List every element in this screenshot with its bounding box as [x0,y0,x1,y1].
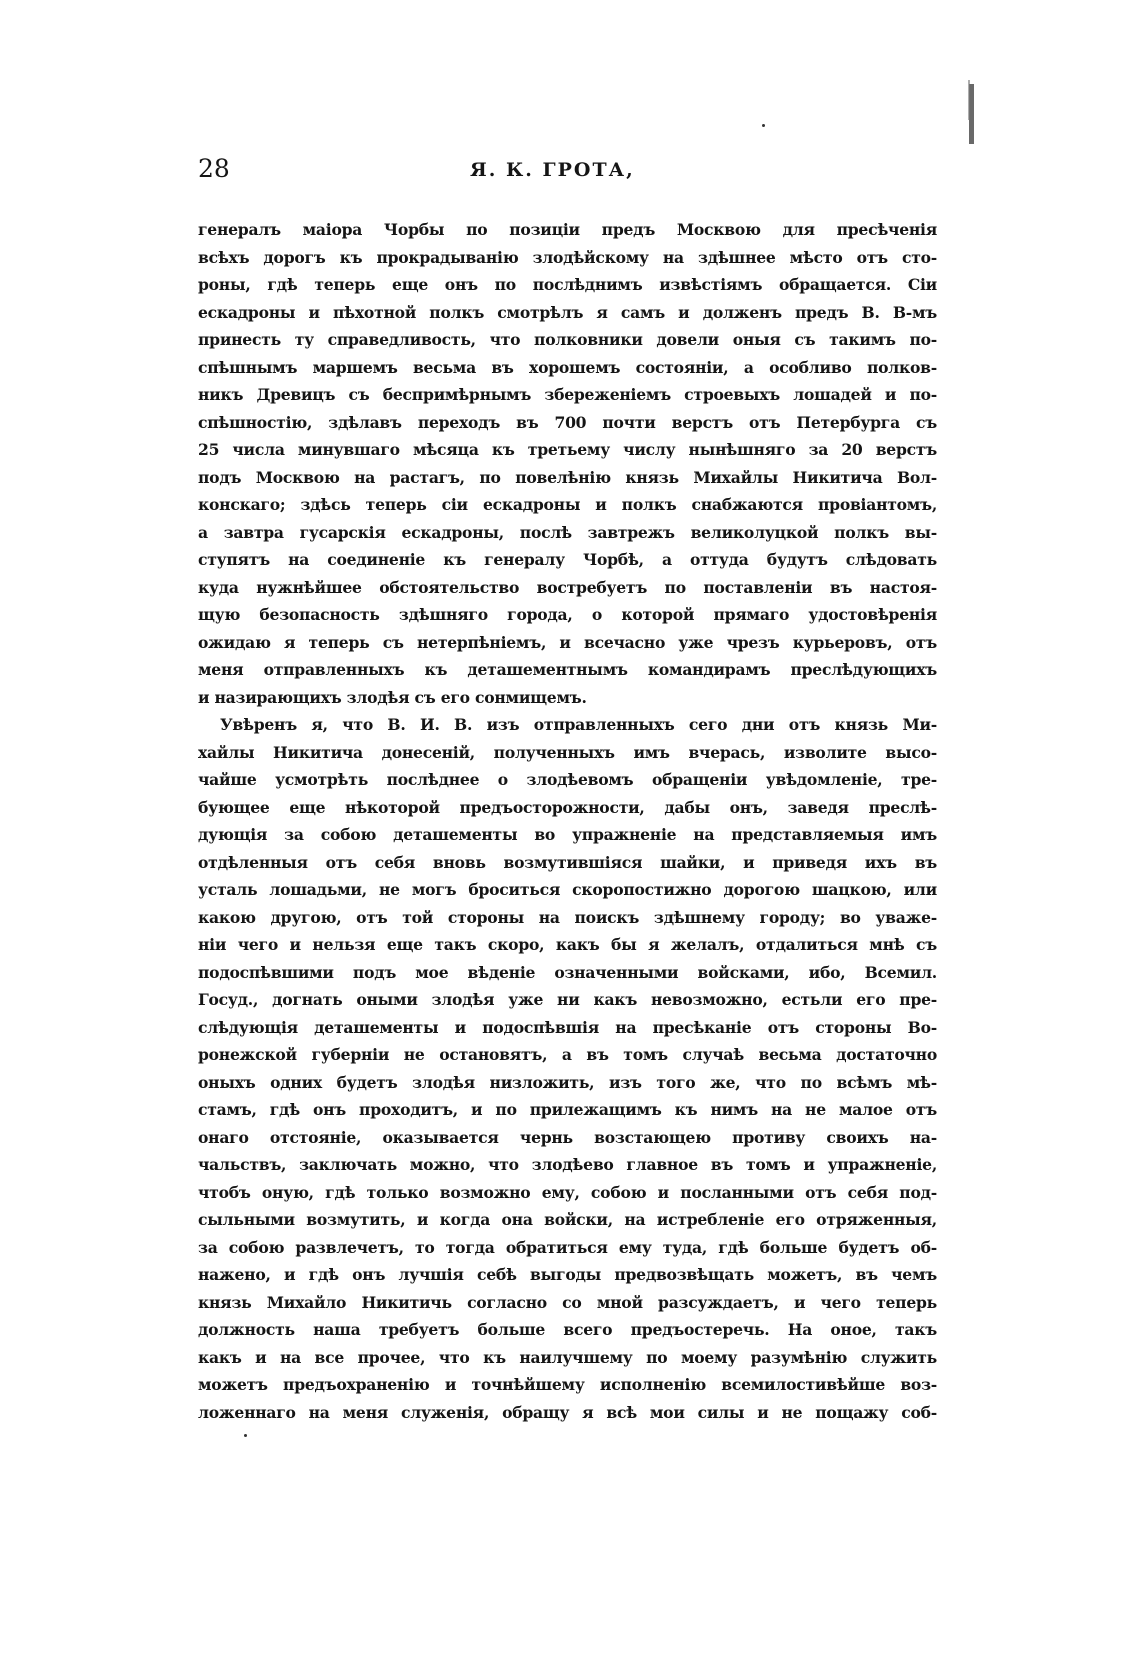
text-line: меня отправленныхъ къ деташементнымъ командирамъ преслѣдующихъ [198,660,937,679]
text-line: ніи чего и нельзя еще такъ скоро, какъ бы я желалъ, отдалиться мнѣ съ [198,935,937,954]
text-line: стамъ, гдѣ онъ проходитъ, и по прилежащимъ къ нимъ на не малое отъ [198,1100,937,1119]
page-edge-mark [968,80,970,120]
text-line: конскаго; здѣсь теперь сіи ескадроны и полкъ снабжаются провіантомъ, [198,495,937,514]
text-line: какою другою, отъ той стороны на поискъ здѣшнему городу; во уваже- [198,907,937,927]
text-line: спѣшностію, здѣлавъ переходъ въ 700 почти верстъ отъ Петербурга съ [198,412,937,432]
page-header [198,152,948,192]
text-line: нажено, и гдѣ онъ лучшія себѣ выгоды предвозвѣщать можетъ, въ чемъ [198,1265,937,1284]
text-line: бующее еще нѣкоторой предъосторожности, дабы онъ, заведя преслѣ- [198,797,937,817]
text-line: князь Михайло Никитичь согласно со мной разсуждаетъ, и чего теперь [198,1292,937,1312]
ink-speck [762,124,765,127]
text-line: можетъ предъохраненію и точнѣйшему исполненію всемилостивѣйше воз- [198,1375,937,1394]
text-line: всѣхъ дорогъ къ прокрадыванію злодѣйскому на здѣшнее мѣсто отъ сто- [198,247,937,267]
paragraph [198,216,937,711]
text-line: подоспѣвшими подъ мое вѣденіе означенными войсками, ибо, Всемил. [198,962,937,982]
text-line: Госуд., догнать оными злодѣя уже ни какъ невозможно, естьли его пре- [198,990,937,1009]
text-line: спѣшнымъ маршемъ весьма въ хорошемъ состояніи, а особливо полков- [198,357,937,377]
text-line: подъ Москвою на растагъ, по повелѣнію князь Михайлы Никитича Вол- [198,467,937,487]
text-line: сыльными возмутить, и когда она войски, на истребленіе его отряженныя, [198,1210,937,1229]
text-line: куда нужнѣйшее обстоятельство востребуетъ по поставленіи въ настоя- [198,577,937,597]
text-line: оныхъ одних будетъ злодѣя низложить, изъ того же, что по всѣмъ мѣ- [198,1072,937,1092]
text-line: щую безопасность здѣшняго города, о которой прямаго удостовѣренія [198,605,937,624]
text-line: 25 числа минувшаго мѣсяца къ третьему числу нынѣшняго за 20 верстъ [198,440,937,459]
paragraph [198,711,937,1426]
running-head: Я. К. ГРОТА, [470,159,635,181]
text-line: онаго отстояніе, оказывается чернь возстающею противу своихъ на- [198,1127,937,1147]
text-line: слѣдующія деташементы и подоспѣвшія на пресѣканіе отъ стороны Во- [198,1017,937,1037]
text-line: отдѣленныя отъ себя вновь возмутившіяся шайки, и приведя ихъ въ [198,852,937,872]
text-line: какъ и на все прочее, что къ наилучшему по моему разумѣнію служить [198,1347,937,1367]
text-line: чтобъ оную, гдѣ только возможно ему, собою и посланными отъ себя под- [198,1182,937,1202]
text-line: чальствъ, заключать можно, что злодѣево главное въ томъ и упражненіе, [198,1155,937,1174]
text-line: ескадроны и пѣхотной полкъ смотрѣлъ я самъ и долженъ предъ В. В-мъ [198,302,937,322]
text-line: Увѣренъ я, что В. И. В. изъ отправленныхъ сего дни отъ князь Ми- [220,715,937,734]
text-line: и назирающихъ злодѣя съ его сонмищемъ. [198,687,587,707]
text-line: ложеннаго на меня служенія, обращу я всѣ мои силы и не пощажу соб- [198,1402,937,1422]
text-line: никъ Древицъ съ беспримѣрнымъ збереженіемъ строевыхъ лошадей и по- [198,385,937,404]
page-number: 28 [198,154,230,183]
text-line: хайлы Никитича донесеній, полученныхъ имъ вчерась, изволите высо- [198,742,937,762]
text-line: ожидаю я теперь съ нетерпѣніемъ, и всечасно уже чрезъ курьеровъ, отъ [198,632,937,652]
text-line: чайше усмотрѣть послѣднее о злодѣевомъ обращеніи увѣдомленіе, тре- [198,770,937,789]
body-text [198,216,937,1426]
text-line: ступятъ на соединеніе къ генералу Чорбѣ, а оттуда будутъ слѣдовать [198,550,937,569]
text-line: а завтра гусарскія ескадроны, послѣ завтрежъ великолуцкой полкъ вы- [198,522,937,542]
text-line: ронежской губерніи не остановятъ, а въ томъ случаѣ весьма достаточно [198,1045,937,1064]
ink-speck [244,1434,247,1437]
text-line: усталь лошадьми, не могъ броситься скоропостижно дорогою шацкою, или [198,880,937,899]
text-line: принесть ту справедливость, что полковники довели оныя съ такимъ по- [198,330,937,349]
text-line: за собою развлечетъ, то тогда обратиться ему туда, гдѣ больше будетъ об- [198,1237,937,1257]
text-line: должность наша требуетъ больше всего предъостеречь. На оное, такъ [198,1320,937,1339]
text-line: роны, гдѣ теперь еще онъ по послѣднимъ извѣстіямъ обращается. Сіи [198,275,937,294]
text-line: дующія за собою деташементы во упражненіе на представляемыя имъ [198,825,937,844]
text-line: генералъ маіора Чорбы по позиціи предъ Москвою для пресѣченія [198,220,937,239]
